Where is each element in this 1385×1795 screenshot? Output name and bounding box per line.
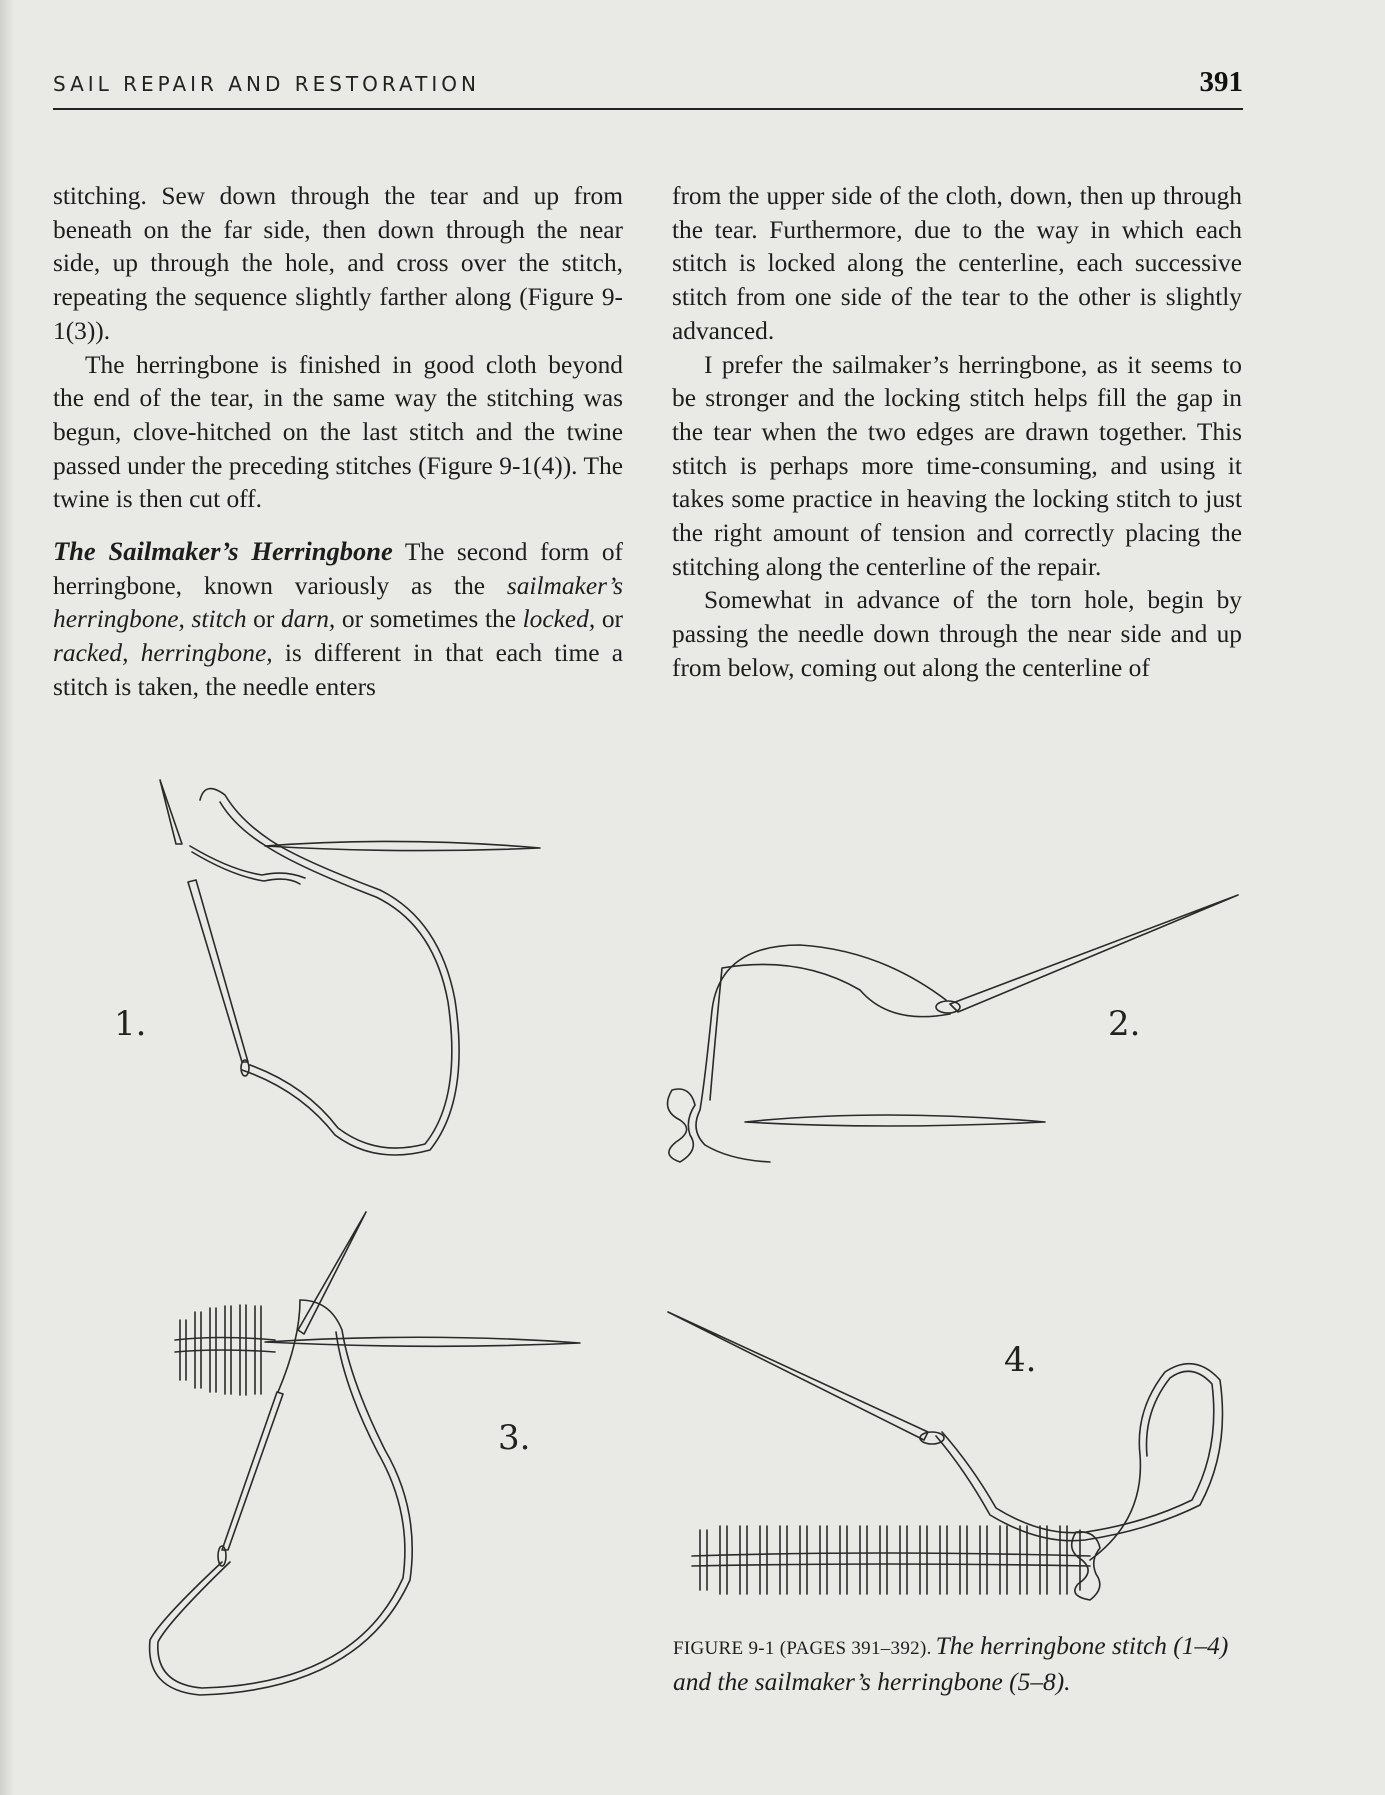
needle <box>950 895 1238 1012</box>
needle <box>222 1392 283 1550</box>
needle <box>188 880 248 1062</box>
panel-4-illustration <box>668 1312 1223 1600</box>
twine <box>942 1371 1214 1532</box>
run-in-heading: The Sailmaker’s Herringbone <box>53 536 393 567</box>
herringbone-stitches <box>700 1526 1080 1594</box>
clove-hitch <box>668 1089 696 1162</box>
panel-number-2: 2. <box>1108 1004 1141 1044</box>
needle <box>668 1312 928 1440</box>
twine <box>220 802 452 1148</box>
paragraph: from the upper side of the cloth, down, then up through the tear. Furthermore, due to the way in which each stitch is locked along the centerline, each successive stitch from one side of the tear to the other is slightly advanced. <box>672 182 1242 345</box>
needle-point <box>160 780 182 844</box>
paragraph: stitching. Sew down through the tear and up from beneath on the far side, then down through the near side, up through the hole, and cross over the stitch, repeating the sequence slightly farther along (Figure 9-1(3)). <box>53 182 623 345</box>
page-number: 391 <box>1199 66 1243 98</box>
panel-number-1: 1. <box>114 1004 147 1044</box>
paragraph: The herringbone is finished in good cloth beyond the end of the tear, in the same way the stitching was begun, clove-hitched on the last stitch and the twine passed under the preceding stitches (Figure 9-1(4)). The twine is then cut off. <box>53 350 623 514</box>
panel-number-4: 4. <box>1004 1340 1037 1380</box>
herringbone-stitches <box>707 1526 1067 1594</box>
figure-caption <box>673 1630 1233 1702</box>
panel-number-3: 3. <box>498 1418 531 1458</box>
twine <box>710 964 950 1100</box>
caption-text: The herringbone stitch (1–4) and the sailmaker’s herringbone (5–8). <box>673 1632 1229 1696</box>
caption-label: FIGURE 9-1 (PAGES 391–392). <box>673 1638 932 1659</box>
panel-1-illustration <box>160 780 540 1155</box>
section-paragraph: The Sailmaker’s Herringbone The second form of herringbone, known variously as the sailmaker’s herringbone, stitch or darn, or sometimes the locked, or racked, herringbone, is different in that each time a stitch is taken, the needle enters <box>53 536 624 701</box>
running-title: SAIL REPAIR AND RESTORATION <box>53 72 480 96</box>
locking-twine <box>692 1553 1090 1566</box>
tear-slit <box>745 1115 1045 1126</box>
paragraph: I prefer the sailmaker’s herringbone, as it seems to be stronger and the locking stitch helps fill the gap in the tear when the two edges are drawn together. This stitch is perhaps more time-consuming, and using it takes some practice in heaving the locking stitch to just the right amount of tension and correctly placing the stitching along the centerline of the repair. <box>672 350 1242 581</box>
twine <box>696 945 946 1162</box>
needle <box>278 1300 300 1392</box>
needle-eye <box>936 1001 960 1013</box>
needle <box>298 1212 366 1334</box>
panel-2-illustration <box>668 895 1239 1162</box>
twine <box>150 1300 413 1695</box>
tear-slit <box>265 1337 580 1346</box>
paragraph: Somewhat in advance of the torn hole, begin by passing the needle down through the near side and up from below, coming out along the centerline of <box>672 586 1242 682</box>
tear-slit <box>265 841 540 850</box>
twine <box>200 789 459 1155</box>
